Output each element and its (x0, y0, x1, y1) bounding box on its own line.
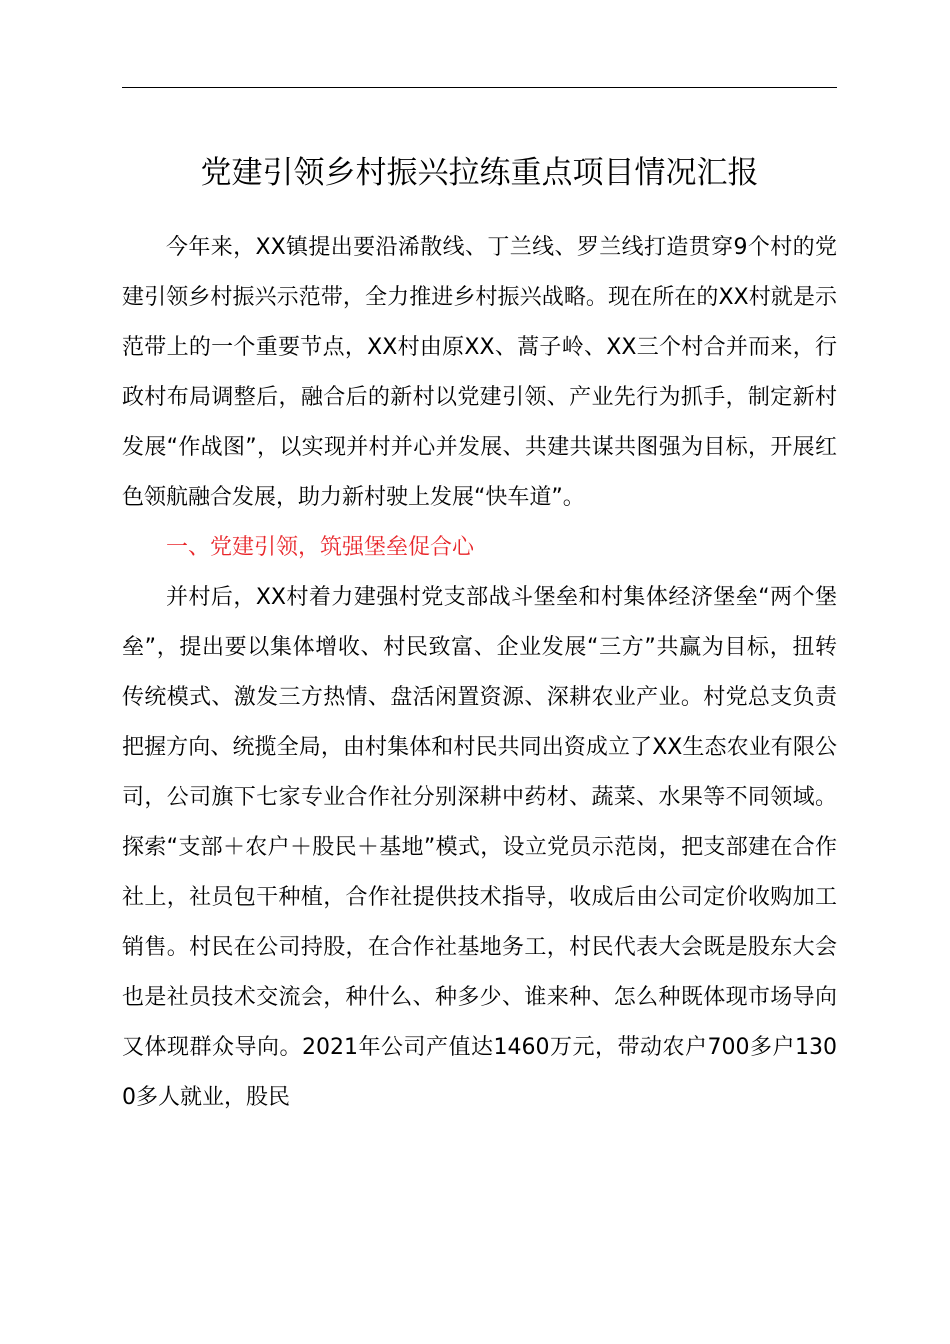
document-title: 党建引领乡村振兴拉练重点项目情况汇报 (200, 155, 759, 191)
section-heading: 一、党建引领，筑强堡垒促合心 (166, 535, 475, 560)
header-rule (122, 87, 837, 88)
document-body (122, 223, 837, 1123)
intro-paragraph: 今年来，XX镇提出要沿浠散线、丁兰线、罗兰线打造贯穿9个村的党建引领乡村振兴示范带，全力推进乡村振兴战略。现在所在的XX村就是示范带上的一个重要节点，XX村由原XX、蒿子岭、XX三个村合并而来，行政村布局调整后，融合后的新村以党建引领、产业先行为抓手，制定新村发展“作战图”，以实现并村并心并发展、共建共谋共图强为目标，开展红色领航融合发展，助力新村驶上发展“快车道”。 (122, 235, 837, 510)
section-paragraph: 并村后，XX村着力建强村党支部战斗堡垒和村集体经济堡垒“两个堡垒”，提出要以集体增收、村民致富、企业发展“三方”共赢为目标，扭转传统模式、激发三方热情、盘活闲置资源、深耕农业产业。村党总支负责把握方向、统揽全局，由村集体和村民共同出资成立了XX生态农业有限公司，公司旗下七家专业合作社分别深耕中药材、蔬菜、水果等不同领域。探索“支部＋农户＋股民＋基地”模式，设立党员示范岗，把支部建在合作社上，社员包干种植，合作社提供技术指导，收成后由公司定价收购加工销售。村民在公司持股，在合作社基地务工，村民代表大会既是股东大会也是社员技术交流会，种什么、种多少、谁来种、怎么种既体现市场导向又体现群众导向。2021年公司产值达1460万元，带动农户700多户1300多人就业，股民 (122, 585, 837, 1110)
